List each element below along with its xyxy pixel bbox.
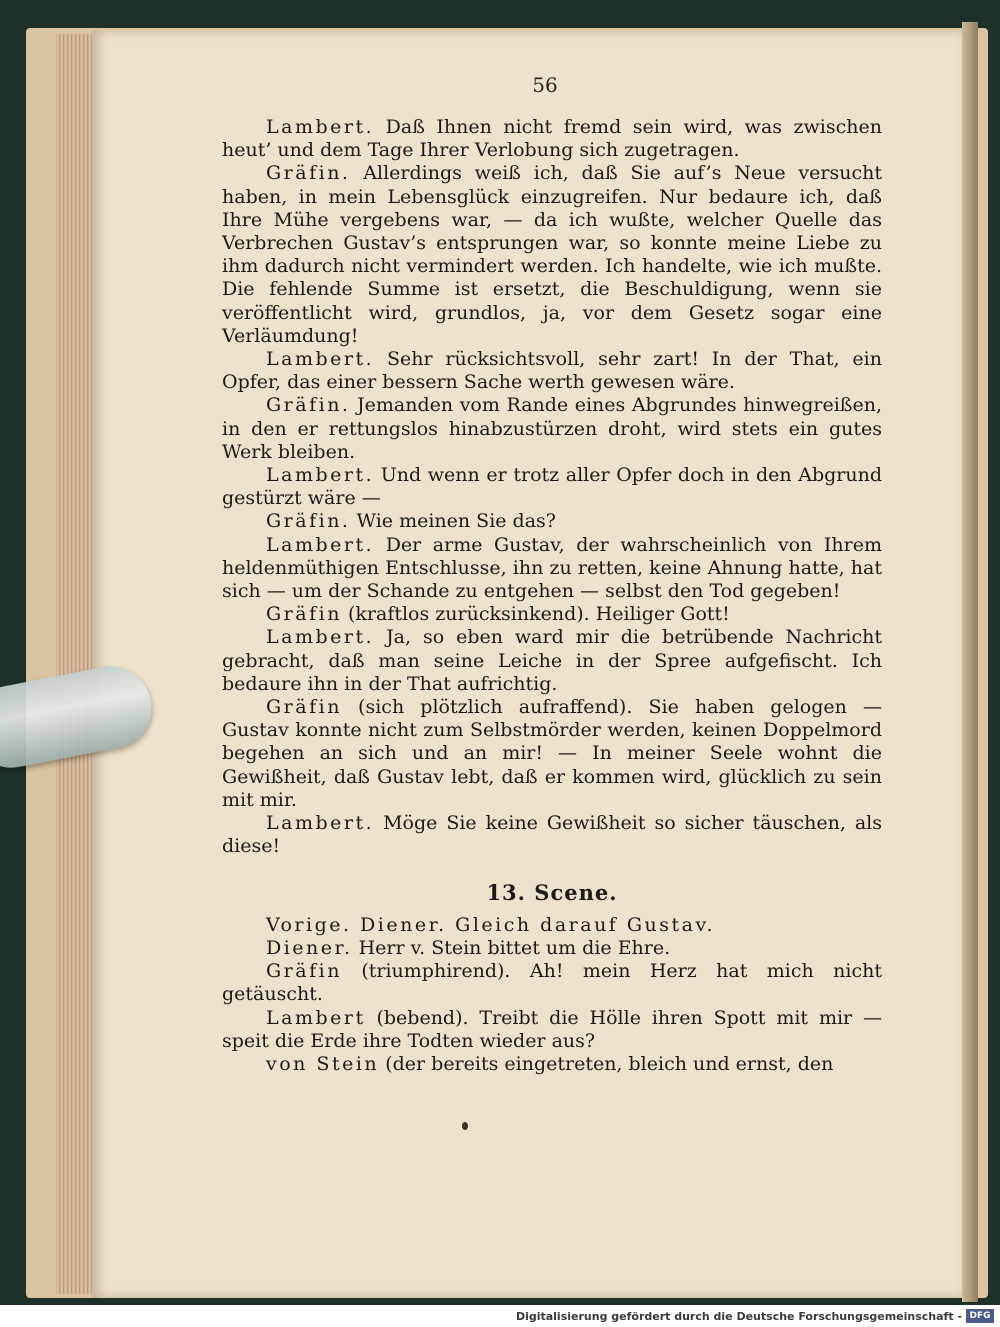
paragraph-text: Der arme Gustav, der wahrscheinlich von Ihrem heldenmüthigen Entschlusse, ihn zu retten, keine Ahnung hatte, hat sich — um der Schande zu entgehen — selbst den Tod gegeben! [222, 533, 882, 603]
paragraph [222, 394, 882, 464]
paragraph-text: Sehr rücksichtsvoll, sehr zart! In der That, ein Opfer, das einer bessern Sache werth gewesen wäre. [222, 348, 882, 394]
paragraph [222, 1007, 882, 1053]
paragraph [222, 510, 882, 533]
paragraph [222, 464, 882, 510]
paragraph-text: (bebend). Treibt die Hölle ihren Spott mit mir — speit die Erde ihre Todten wieder aus? [222, 1006, 882, 1052]
paragraph [222, 1053, 882, 1076]
paragraph [222, 812, 882, 858]
paragraph [222, 937, 882, 960]
paragraph-text: (kraftlos zurücksinkend). Heiliger Gott! [341, 603, 730, 626]
speaker-name: Lambert. [266, 626, 375, 649]
paragraph-text: Wie meinen Sie das? [350, 510, 556, 533]
stage-direction: Vorige. Diener. Gleich darauf Gustav. [266, 913, 716, 936]
paragraph-text: (sich plötzlich aufraffend). Sie haben gelogen — Gustav konnte nicht zum Selbstmörder werden, keinen Doppelmord begehen an sich und an mir! — In meiner Seele wohnt die Gewißheit, daß Gustav lebt, daß er kommen wird, glücklich zu sein mit mir. [222, 696, 882, 811]
speaker-name: Lambert. [266, 812, 375, 835]
speaker-name: von Stein [266, 1052, 380, 1075]
speaker-name: Gräfin [266, 696, 342, 719]
speaker-name: Lambert. [266, 464, 375, 487]
paragraph-text: Daß Ihnen nicht fremd sein wird, was zwischen heut’ und dem Tage Ihrer Verlobung sich zugetragen. [222, 116, 882, 162]
footer-credit: Digitalisierung gefördert durch die Deutsche Forschungsgemeinschaft - [515, 1310, 962, 1323]
paragraph [222, 534, 882, 604]
ink-mark [462, 1122, 468, 1130]
paragraph-text: Herr v. Stein bittet um die Ehre. [352, 936, 671, 959]
scene-heading: 13. Scene. [486, 879, 618, 905]
speaker-name: Gräfin. [266, 510, 351, 533]
page-number: 56 [532, 73, 558, 97]
dfg-logo: DFG [966, 1309, 994, 1323]
speaker-name: Lambert [266, 1006, 366, 1029]
paragraph [222, 960, 882, 1006]
speaker-name: Gräfin [266, 960, 342, 983]
speaker-name: Lambert. [266, 533, 375, 556]
paragraph-text: Jemanden vom Rande eines Abgrundes hinwegreißen, in den er rettungslos hinabzustürzen droht, wird stets ein gutes Werk bleiben. [222, 394, 882, 463]
speaker-name: Gräfin. [266, 394, 351, 417]
paragraph-text: Möge Sie keine Gewißheit so sicher täuschen, als diese! [222, 812, 882, 858]
speaker-name: Gräfin. [266, 162, 351, 185]
speaker-name: Gräfin [266, 603, 342, 626]
speaker-name: Lambert. [266, 348, 375, 371]
speaker-name: Diener. [266, 936, 353, 959]
paragraph-text: (triumphirend). Ah! mein Herz hat mich nicht getäuscht. [222, 960, 882, 1006]
paragraph [222, 162, 882, 348]
paragraph [222, 116, 882, 162]
paragraph-text: Allerdings weiß ich, daß Sie auf’s Neue versucht haben, in mein Lebensglück einzugreifen. Nur bedaure ich, daß Ihre Mühe vergebens war, — da ich wußte, welcher Quelle das Verbrechen Gustav’s entsprungen war, so konnte meine Liebe zu ihm dadurch nicht vermindert werden. Ich handelte, wie ich mußte. Die fehlende Summe ist ersetzt, die Beschuldigung, wenn sie veröffentlicht wird, grundlos, ja, vor dem Gesetz sogar eine Verläumdung! [222, 162, 882, 347]
page-body [222, 116, 882, 1076]
footer-bar [0, 1305, 1000, 1327]
paragraph [222, 626, 882, 696]
paragraph-text: (der bereits eingetreten, bleich und ernst, den [379, 1052, 834, 1075]
paragraph-text: Und wenn er trotz aller Opfer doch in den Abgrund gestürzt wäre — [222, 464, 882, 510]
paragraph [222, 603, 882, 626]
paragraph [222, 348, 882, 394]
speaker-name: Lambert. [266, 116, 375, 138]
paragraph [222, 696, 882, 812]
book-gutter [962, 22, 978, 1302]
paragraph-text: Ja, so eben ward mir die betrübende Nachricht gebracht, daß man seine Leiche in der Spree aufgefischt. Ich bedaure ihn in der That aufrichtig. [222, 626, 882, 695]
